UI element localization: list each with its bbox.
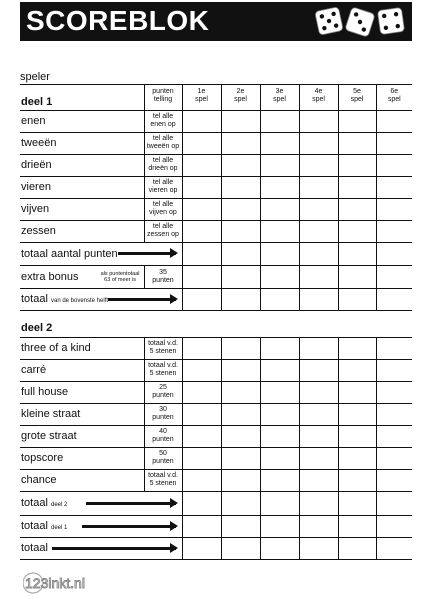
row-label: three of a kind <box>20 337 144 359</box>
total-label: totaal <box>21 542 48 554</box>
score-cell[interactable] <box>299 469 338 491</box>
score-cell[interactable] <box>221 515 260 537</box>
score-cell[interactable] <box>182 198 221 220</box>
total-row <box>20 242 412 265</box>
score-cell[interactable] <box>376 381 412 403</box>
total-row <box>20 537 412 559</box>
row-label: tweeën <box>20 132 144 154</box>
score-cell[interactable] <box>376 469 412 491</box>
points-column-header: punten telling <box>144 85 182 110</box>
score-cell[interactable] <box>299 337 338 359</box>
total-label: totaal <box>21 497 48 509</box>
points-cell: tel alle vieren op <box>144 176 182 198</box>
score-cell[interactable] <box>299 265 338 288</box>
score-cell[interactable] <box>260 337 299 359</box>
score-cell[interactable] <box>376 265 412 288</box>
score-cell[interactable] <box>299 198 338 220</box>
score-cell[interactable] <box>260 132 299 154</box>
total-sublabel: deel 2 <box>50 502 68 508</box>
total-label-cell <box>20 242 182 265</box>
score-cell[interactable] <box>376 220 412 242</box>
arrow-icon <box>86 502 176 505</box>
score-cell[interactable] <box>376 154 412 176</box>
points-cell: 30 punten <box>144 403 182 425</box>
game-column-header: 3e spel <box>260 85 299 110</box>
game-column-header: 1e spel <box>182 85 221 110</box>
row-label: kleine straat <box>20 403 144 425</box>
score-cell[interactable] <box>182 110 221 132</box>
score-cell[interactable] <box>376 337 412 359</box>
dice-icon <box>314 6 406 37</box>
score-cell[interactable] <box>260 515 299 537</box>
score-cell[interactable] <box>221 242 260 265</box>
score-table-part2 <box>20 317 412 560</box>
score-cell[interactable] <box>338 242 376 265</box>
score-cell[interactable] <box>182 403 221 425</box>
arrow-icon <box>118 252 176 255</box>
row-label: grote straat <box>20 425 144 447</box>
score-cell[interactable] <box>221 110 260 132</box>
score-cell[interactable] <box>260 198 299 220</box>
score-row <box>20 337 412 359</box>
score-cell[interactable] <box>221 359 260 381</box>
score-cell[interactable] <box>338 154 376 176</box>
score-cell[interactable] <box>376 288 412 310</box>
score-cell[interactable] <box>221 176 260 198</box>
total-label: totaal <box>21 293 48 305</box>
score-row <box>20 359 412 381</box>
score-cell[interactable] <box>221 288 260 310</box>
score-cell[interactable] <box>182 425 221 447</box>
score-cell[interactable] <box>338 132 376 154</box>
score-row <box>20 220 412 242</box>
score-cell[interactable] <box>221 403 260 425</box>
score-cell[interactable] <box>338 381 376 403</box>
score-cell[interactable] <box>260 359 299 381</box>
score-cell[interactable] <box>221 220 260 242</box>
score-cell[interactable] <box>221 265 260 288</box>
score-cell[interactable] <box>260 491 299 515</box>
score-cell[interactable] <box>376 132 412 154</box>
row-label: vieren <box>20 176 144 198</box>
score-cell[interactable] <box>299 110 338 132</box>
row-label: chance <box>20 469 144 491</box>
row-label: drieën <box>20 154 144 176</box>
score-row <box>20 176 412 198</box>
row-label: enen <box>20 110 144 132</box>
score-row <box>20 198 412 220</box>
score-cell[interactable] <box>182 265 221 288</box>
row-label: zessen <box>20 220 144 242</box>
game-column-header: 6e spel <box>376 85 412 110</box>
arrow-icon <box>108 298 175 301</box>
score-cell[interactable] <box>182 176 221 198</box>
score-cell[interactable] <box>182 288 221 310</box>
score-cell[interactable] <box>299 381 338 403</box>
score-cell[interactable] <box>182 491 221 515</box>
score-table-part1 <box>20 85 412 311</box>
score-cell[interactable] <box>260 242 299 265</box>
arrow-icon <box>52 547 176 550</box>
score-cell[interactable] <box>221 447 260 469</box>
score-cell[interactable] <box>338 491 376 515</box>
game-column-header: 4e spel <box>299 85 338 110</box>
total-label: totaal <box>21 520 48 532</box>
score-cell[interactable] <box>376 447 412 469</box>
section-header-row <box>20 317 412 337</box>
points-cell: totaal v.d. 5 stenen <box>144 469 182 491</box>
score-cell[interactable] <box>338 220 376 242</box>
score-cell[interactable] <box>260 288 299 310</box>
points-cell: 40 punten <box>144 425 182 447</box>
score-cell[interactable] <box>338 265 376 288</box>
score-cell[interactable] <box>260 469 299 491</box>
score-cell[interactable] <box>338 110 376 132</box>
row-label: vijven <box>20 198 144 220</box>
score-row <box>20 403 412 425</box>
score-row <box>20 381 412 403</box>
score-cell[interactable] <box>221 537 260 559</box>
score-cell[interactable] <box>221 491 260 515</box>
score-cell[interactable] <box>260 220 299 242</box>
score-cell[interactable] <box>299 176 338 198</box>
brand-logo-text: 123inkt.nl <box>25 575 85 591</box>
score-cell[interactable] <box>376 537 412 559</box>
score-cell[interactable] <box>182 154 221 176</box>
score-cell[interactable] <box>338 515 376 537</box>
score-cell[interactable] <box>338 537 376 559</box>
score-cell[interactable] <box>221 337 260 359</box>
score-row <box>20 425 412 447</box>
total-label-cell <box>20 537 182 559</box>
score-cell[interactable] <box>299 447 338 469</box>
score-cell[interactable] <box>260 447 299 469</box>
points-cell: tel alle drieën op <box>144 154 182 176</box>
score-cell[interactable] <box>376 491 412 515</box>
score-cell[interactable] <box>260 425 299 447</box>
score-cell[interactable] <box>182 381 221 403</box>
score-cell[interactable] <box>299 537 338 559</box>
score-cell[interactable] <box>260 265 299 288</box>
score-cell[interactable] <box>299 359 338 381</box>
score-cell[interactable] <box>182 447 221 469</box>
score-cell[interactable] <box>376 425 412 447</box>
score-row <box>20 154 412 176</box>
score-cell[interactable] <box>182 242 221 265</box>
table-header-row <box>20 85 412 110</box>
score-cell[interactable] <box>299 403 338 425</box>
header-bar <box>20 2 412 41</box>
score-row <box>20 132 412 154</box>
points-cell: tel alle zessen op <box>144 220 182 242</box>
total-row <box>20 288 412 310</box>
score-row <box>20 447 412 469</box>
score-cell[interactable] <box>338 198 376 220</box>
score-cell[interactable] <box>376 176 412 198</box>
score-cell[interactable] <box>338 447 376 469</box>
total-label-cell <box>20 515 182 537</box>
score-row <box>20 469 412 491</box>
score-cell[interactable] <box>299 154 338 176</box>
section-title-part2: deel 2 <box>20 317 412 337</box>
score-cell[interactable] <box>221 132 260 154</box>
points-cell: tel alle vijven op <box>144 198 182 220</box>
score-cell[interactable] <box>260 381 299 403</box>
score-cell[interactable] <box>221 381 260 403</box>
total-label: totaal aantal punten <box>21 247 118 260</box>
game-column-header: 5e spel <box>338 85 376 110</box>
page-title: SCOREBLOK <box>26 5 210 36</box>
score-cell[interactable] <box>299 491 338 515</box>
score-cell[interactable] <box>299 288 338 310</box>
arrow-icon <box>82 525 176 528</box>
score-cell[interactable] <box>376 359 412 381</box>
score-cell[interactable] <box>376 515 412 537</box>
points-cell: totaal v.d. 5 stenen <box>144 359 182 381</box>
score-cell[interactable] <box>182 220 221 242</box>
score-cell[interactable] <box>221 154 260 176</box>
score-cell[interactable] <box>338 288 376 310</box>
score-cell[interactable] <box>260 537 299 559</box>
row-label: full house <box>20 381 144 403</box>
score-cell[interactable] <box>182 132 221 154</box>
score-cell[interactable] <box>182 469 221 491</box>
bonus-row <box>20 265 412 288</box>
total-row <box>20 491 412 515</box>
score-cell[interactable] <box>221 425 260 447</box>
score-cell[interactable] <box>182 515 221 537</box>
bonus-label: extra bonus <box>21 270 79 283</box>
score-cell[interactable] <box>376 242 412 265</box>
points-cell: tel alle tweeën op <box>144 132 182 154</box>
total-label-cell <box>20 288 182 310</box>
bonus-label-cell <box>20 265 144 288</box>
player-label: speler <box>20 71 50 83</box>
score-cell[interactable] <box>299 515 338 537</box>
total-sublabel: deel 1 <box>50 525 68 531</box>
score-cell[interactable] <box>299 242 338 265</box>
score-row <box>20 110 412 132</box>
game-column-header: 2e spel <box>221 85 260 110</box>
score-cell[interactable] <box>338 337 376 359</box>
score-cell[interactable] <box>221 469 260 491</box>
total-label-cell <box>20 491 182 515</box>
section-title-part1: deel 1 <box>20 85 144 110</box>
score-cell[interactable] <box>182 337 221 359</box>
score-cell[interactable] <box>260 154 299 176</box>
score-cell[interactable] <box>338 469 376 491</box>
score-cell[interactable] <box>338 425 376 447</box>
points-cell: 25 punten <box>144 381 182 403</box>
total-row <box>20 515 412 537</box>
score-cell[interactable] <box>260 176 299 198</box>
score-cell[interactable] <box>299 220 338 242</box>
total-sublabel: van de bovenste helft <box>50 298 109 304</box>
points-cell: totaal v.d. 5 stenen <box>144 337 182 359</box>
bonus-note: als puntentotaal 63 of meer is <box>100 270 140 283</box>
score-cell[interactable] <box>376 198 412 220</box>
score-cell[interactable] <box>338 176 376 198</box>
brand-logo <box>23 570 101 596</box>
score-cell[interactable] <box>260 110 299 132</box>
score-cell[interactable] <box>182 359 221 381</box>
score-cell[interactable] <box>260 403 299 425</box>
points-cell: 35 punten <box>144 265 182 288</box>
score-cell[interactable] <box>376 110 412 132</box>
row-label: carré <box>20 359 144 381</box>
row-label: topscore <box>20 447 144 469</box>
score-cell[interactable] <box>338 359 376 381</box>
score-cell[interactable] <box>376 403 412 425</box>
points-cell: 50 punten <box>144 447 182 469</box>
score-cell[interactable] <box>221 198 260 220</box>
score-cell[interactable] <box>299 132 338 154</box>
score-cell[interactable] <box>182 537 221 559</box>
points-cell: tel alle enen op <box>144 110 182 132</box>
score-cell[interactable] <box>338 403 376 425</box>
score-cell[interactable] <box>299 425 338 447</box>
